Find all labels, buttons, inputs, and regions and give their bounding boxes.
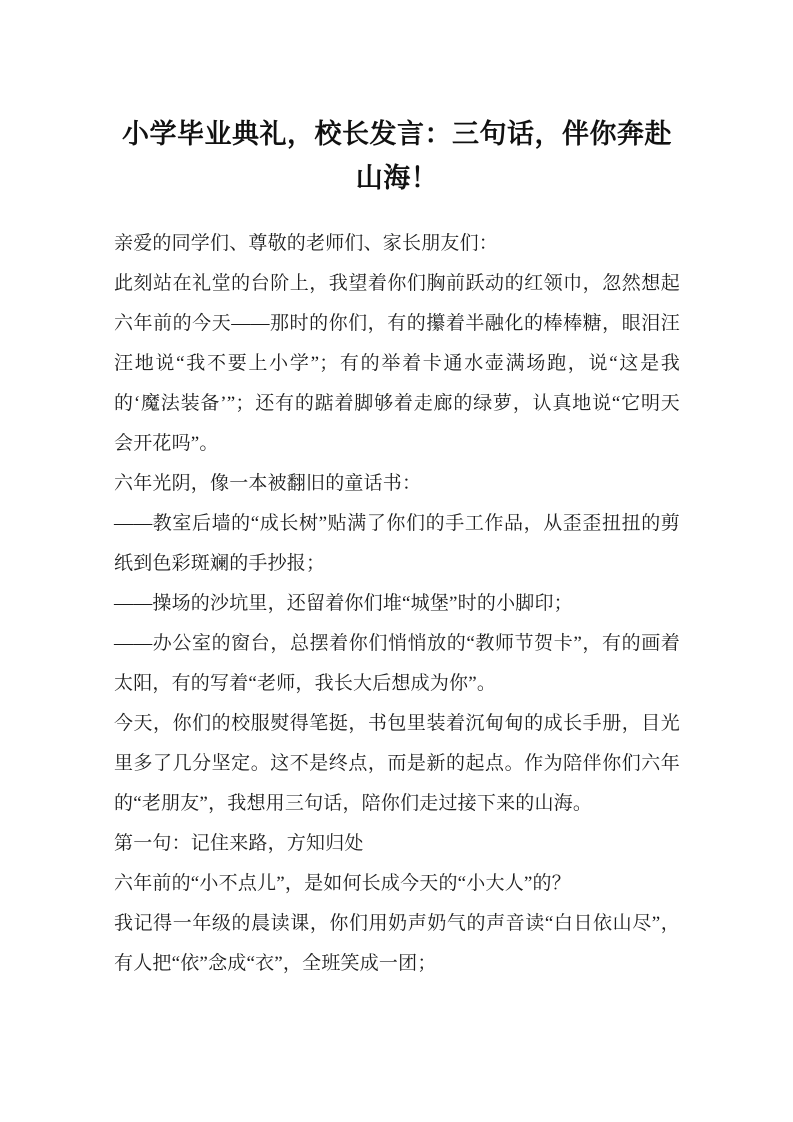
document-content [114, 112, 680, 984]
paragraph-opening-memory: 此刻站在礼堂的台阶上，我望着你们胸前跃动的红领巾，忽然想起六年前的今天——那时的你们，有的攥着半融化的棒棒糖，眼泪汪汪地说“我不要上小学”；有的举着卡通水壶满场跑，说“这是我的‘魔法装备’”；还有的踮着脚够着走廊的绿萝，认真地说“它明天会开花吗”。 [114, 273, 680, 454]
paragraph-bullet-windowsill: ——办公室的窗台，总摆着你们悄悄放的“教师节贺卡”，有的画着太阳，有的写着“老师，我长大后想成为你”。 [114, 633, 680, 694]
paragraph-bullet-growth-tree: ——教室后墙的“成长树”贴满了你们的手工作品，从歪歪扭扭的剪纸到色彩斑斓的手抄报； [114, 513, 680, 574]
document-body [114, 224, 680, 984]
page-title: 小学毕业典礼，校长发言：三句话，伴你奔赴山海！ [122, 119, 672, 193]
paragraph-salutation: 亲爱的同学们、尊敬的老师们、家长朋友们： [114, 233, 499, 254]
paragraph-question-growth: 六年前的“小不点儿”，是如何长成今天的“小大人”的？ [114, 873, 571, 894]
paragraph-morning-reading: 我记得一年级的晨读课，你们用奶声奶气的声音读“白日依山尽”，有人把“依”念成“衣”，全班笑成一团； [114, 913, 680, 974]
paragraph-six-years-intro: 六年光阴，像一本被翻旧的童话书： [114, 473, 422, 494]
paragraph-bullet-sandpit: ——操场的沙坑里，还留着你们堆“城堡”时的小脚印； [114, 593, 573, 614]
paragraph-section-heading-one: 第一句：记住来路，方知归处 [114, 833, 364, 854]
paragraph-today-transition: 今天，你们的校服熨得笔挺，书包里装着沉甸甸的成长手册，目光里多了几分坚定。这不是终点，而是新的起点。作为陪伴你们六年的“老朋友”，我想用三句话，陪你们走过接下来的山海。 [114, 713, 680, 814]
